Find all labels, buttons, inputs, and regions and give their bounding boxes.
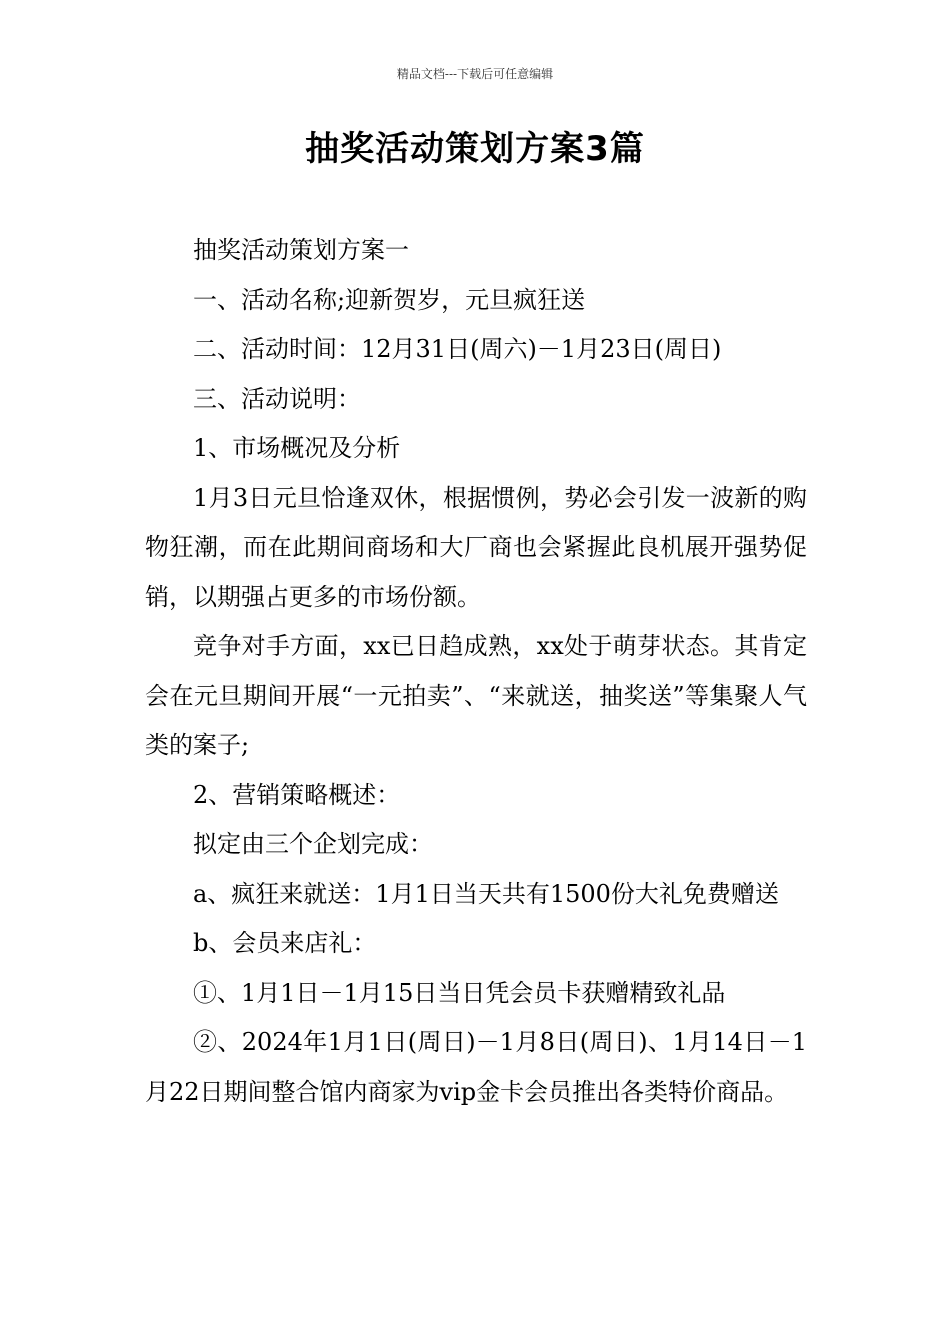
document-title: 抽奖活动策划方案3篇: [305, 129, 645, 169]
paragraph: 抽奖活动策划方案一: [193, 236, 409, 264]
paragraph: ②、2024年1月1日(周日)－1月8日(周日)、1月14日－1月22日期间整合馆内商家为vip金卡会员推出各类特价商品。: [145, 1028, 807, 1106]
paragraph: 1、市场概况及分析: [193, 434, 401, 462]
paragraph: 三、活动说明：: [193, 384, 361, 413]
paragraph: 2、营销策略概述：: [193, 780, 401, 809]
paragraph: b、会员来店礼：: [193, 929, 377, 957]
paragraph: 二、活动时间：12月31日(周六)－1月23日(周日): [193, 335, 722, 363]
header-note: 精品文档---下载后可任意编辑: [396, 67, 554, 81]
document-body: [145, 226, 807, 1117]
paragraph: 竞争对手方面，xx已日趋成熟，xx处于萌芽状态。其肯定会在元旦期间开展“一元拍卖”、“来就送，抽奖送”等集聚人气类的案子;: [145, 632, 807, 759]
paragraph: 拟定由三个企划完成：: [193, 830, 433, 858]
paragraph: a、疯狂来就送：1月1日当天共有1500份大礼免费赠送: [193, 879, 779, 908]
paragraph: ①、1月1日－1月15日当日凭会员卡获赠精致礼品: [193, 978, 726, 1007]
paragraph: 1月3日元旦恰逢双休，根据惯例，势必会引发一波新的购物狂潮，而在此期间商场和大厂商也会紧握此良机展开强势促销，以期强占更多的市场份额。: [145, 483, 807, 611]
paragraph: 一、活动名称;迎新贺岁，元旦疯狂送: [193, 285, 586, 314]
